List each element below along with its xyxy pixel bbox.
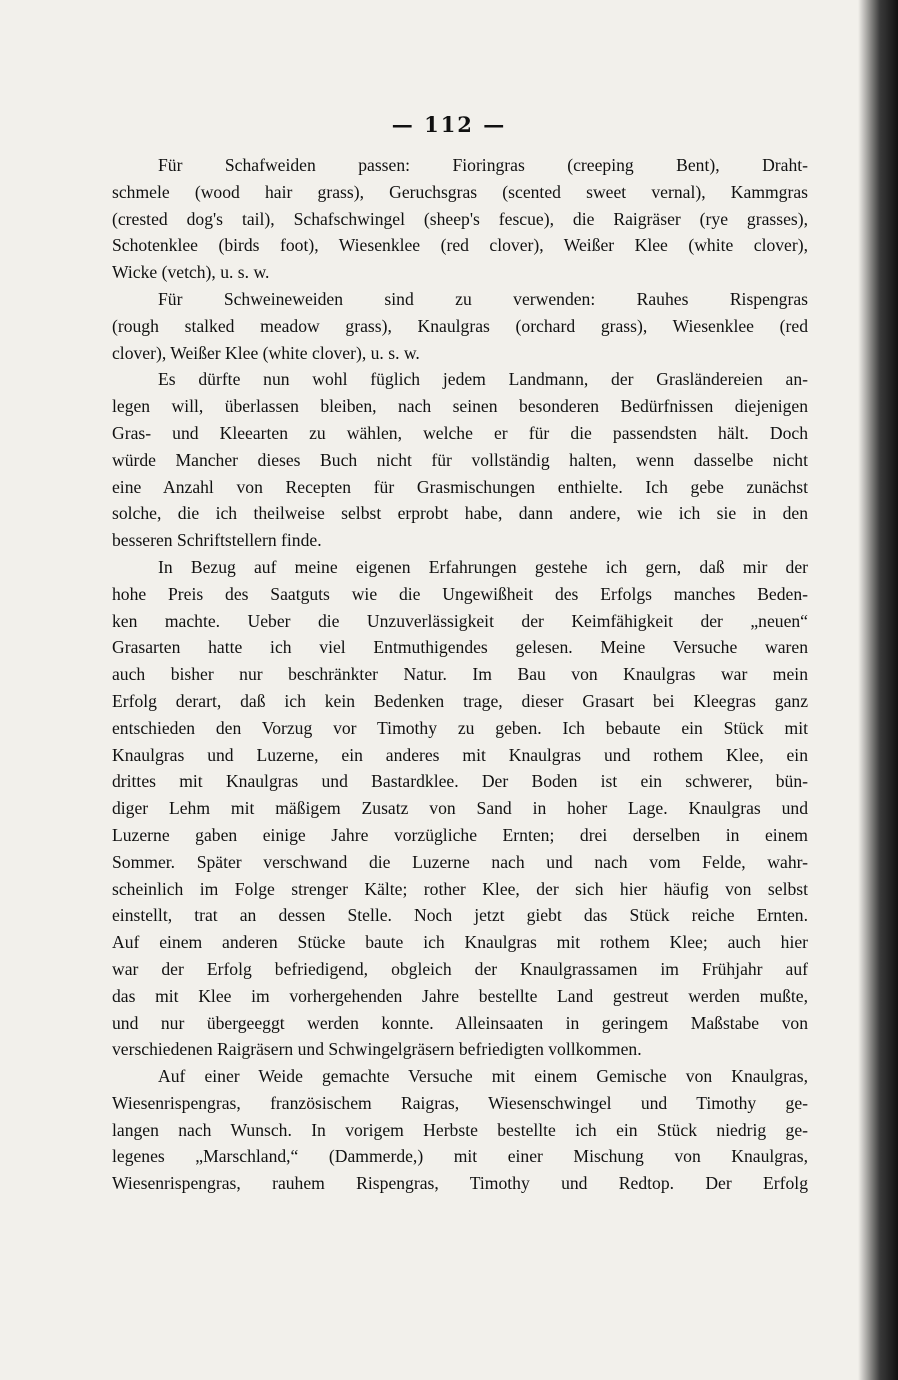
- text-line: Für Schafweiden passen: Fioringras (creeping Bent), Draht-: [158, 155, 808, 175]
- text-line: entschieden den Vorzug vor Timothy zu geben. Ich bebaute ein Stück mit: [112, 717, 808, 738]
- text-line: hohe Preis des Saatguts wie die Ungewißheit des Erfolgs manches Beden-: [112, 583, 808, 604]
- text-line: scheinlich im Folge strenger Kälte; rother Klee, der sich hier häufig von selbst: [112, 878, 808, 899]
- text-line: legen will, überlassen bleiben, nach seinen besonderen Bedürfnissen diejenigen: [112, 396, 808, 417]
- text-line: solche, die ich theilweise selbst erprobt habe, dann andere, wie ich sie in den: [112, 503, 808, 524]
- text-line: drittes mit Knaulgras und Bastardklee. Der Boden ist ein schwerer, bün-: [112, 771, 808, 792]
- text-line: auch bisher nur beschränkter Natur. Im Bau von Knaulgras war mein: [112, 664, 808, 685]
- text-line: besseren Schriftstellern finde.: [112, 530, 322, 551]
- text-line: würde Mancher dieses Buch nicht für vollständig halten, wenn dasselbe nicht: [112, 449, 808, 470]
- text-line: Erfolg derart, daß ich kein Bedenken trage, dieser Grasart bei Kleegras ganz: [112, 690, 808, 711]
- text-line: (rough stalked meadow grass), Knaulgras (orchard grass), Wiesenklee (red: [112, 315, 808, 336]
- text-line: eine Anzahl von Recepten für Grasmischungen enthielte. Ich gebe zunächst: [112, 476, 808, 497]
- text-line: und nur übergeeggt werden konnte. Alleinsaaten in geringem Maßstabe von: [112, 1012, 808, 1033]
- text-line: In Bezug auf meine eigenen Erfahrungen gestehe ich gern, daß mir der: [158, 556, 808, 577]
- text-line: (crested dog's tail), Schafschwingel (sheep's fescue), die Raigräser (rye grasses),: [112, 208, 808, 229]
- text-line: verschiedenen Raigräsern und Schwingelgräsern befriedigten vollkommen.: [112, 1039, 642, 1060]
- text-line: schmele (wood hair grass), Geruchsgras (scented sweet vernal), Kammgras: [112, 181, 808, 202]
- text-line: Grasarten hatte ich viel Entmuthigendes gelesen. Meine Versuche waren: [112, 637, 808, 658]
- text-line: das mit Klee im vorhergehenden Jahre bestellte Land gestreut werden mußte,: [112, 985, 808, 1006]
- text-line: Schotenklee (birds foot), Wiesenklee (red clover), Weißer Klee (white clover),: [112, 235, 808, 256]
- text-line: Gras- und Kleearten zu wählen, welche er für die passendsten hält. Doch: [112, 422, 808, 443]
- text-line: Wiesenrispengras, rauhem Rispengras, Timothy und Redtop. Der Erfolg: [112, 1173, 808, 1194]
- text-line: Es dürfte nun wohl füglich jedem Landmann, der Grasländereien an-: [158, 369, 808, 390]
- text-line: Wicke (vetch), u. s. w.: [112, 262, 270, 283]
- text-line: langen nach Wunsch. In vorigem Herbste bestellte ich ein Stück niedrig ge-: [112, 1119, 808, 1140]
- text-line: Wiesenrispengras, französischem Raigras, Wiesenschwingel und Timothy ge-: [112, 1092, 808, 1113]
- text-line: Auf einer Weide gemachte Versuche mit einem Gemische von Knaulgras,: [158, 1066, 808, 1087]
- text-line: ken machte. Ueber die Unzuverlässigkeit der Keimfähigkeit der „neuen“: [112, 610, 808, 631]
- text-line: Luzerne gaben einige Jahre vorzügliche Ernten; drei derselben in einem: [112, 824, 808, 845]
- page-edge-shadow: [858, 0, 898, 1380]
- text-line: diger Lehm mit mäßigem Zusatz von Sand in hoher Lage. Knaulgras und: [112, 798, 808, 819]
- text-line: Für Schweineweiden sind zu verwenden: Rauhes Rispengras: [158, 288, 808, 309]
- text-line: war der Erfolg befriedigend, obgleich der Knaulgrassamen im Frühjahr auf: [112, 958, 808, 979]
- text-line: legenes „Marschland,“ (Dammerde,) mit einer Mischung von Knaulgras,: [112, 1146, 808, 1167]
- text-line: Auf einem anderen Stücke baute ich Knaulgras mit rothem Klee; auch hier: [112, 932, 808, 953]
- text-line: Knaulgras und Luzerne, ein anderes mit Knaulgras und rothem Klee, ein: [112, 744, 808, 765]
- body-text: [112, 152, 808, 1197]
- text-line: clover), Weißer Klee (white clover), u. s. w.: [112, 342, 420, 363]
- text-line: einstellt, trat an dessen Stelle. Noch jetzt giebt das Stück reiche Ernten.: [112, 905, 808, 926]
- text-line: Sommer. Später verschwand die Luzerne nach und nach vom Felde, wahr-: [112, 851, 808, 872]
- page-number: — 112 —: [391, 112, 507, 137]
